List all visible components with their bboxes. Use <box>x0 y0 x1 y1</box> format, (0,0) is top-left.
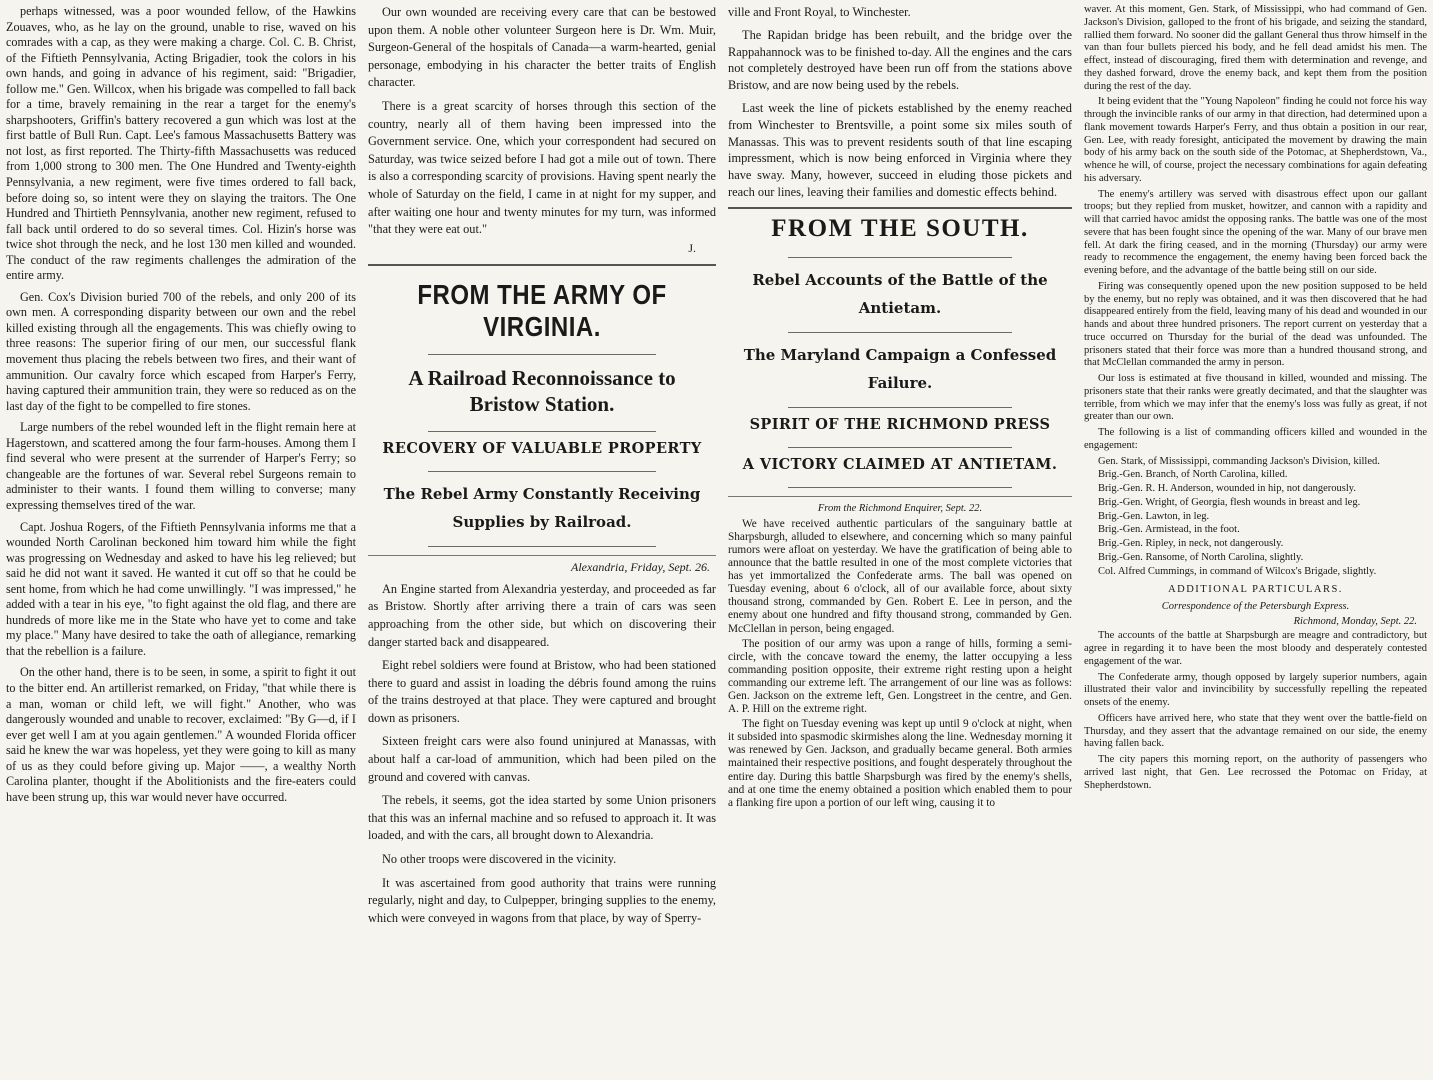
paragraph: The Rapidan bridge has been rebuilt, and the bridge over the Rappahannock was to be finished to-day. All the engines and the cars not completely destroyed have been run off from the stations above Bristow, and are now being used by the rebels. <box>728 27 1072 93</box>
divider <box>788 487 1012 488</box>
paragraph: It being evident that the "Young Napoleon" finding he could not force his way through the invincible ranks of our army in that direction, had determined upon a flank movement towards Harper's Ferry, and thus obtain a position in our rear, Gen. Lee, with ready foresight, anticipated the movement by drawing the main body of his army back on the south side of the Potomac, at Shepherdstown, Va., whence he will, of course, project the necessary combinations for again defeating his adversary. <box>1084 96 1427 184</box>
officer-list <box>1084 456 1427 579</box>
deck-headline: Rebel Accounts of the Battle of the Antietam. <box>752 270 1048 317</box>
headline: FROM THE SOUTH. <box>771 214 1029 242</box>
paragraph: The rebels, it seems, got the idea started by some Union prisoners that this was an infernal machine and so refused to approach it. It was loaded, and with the cars, all brought down to Alexandria. <box>368 793 716 843</box>
dateline: Richmond, Monday, Sept. 22. <box>1293 616 1417 628</box>
article-header <box>728 207 1072 497</box>
list-item: Gen. Stark, of Mississippi, commanding Jackson's Division, killed. <box>1098 455 1380 467</box>
divider <box>788 447 1012 448</box>
paragraph: The following is a list of commanding officers killed and wounded in the engagement: <box>1084 427 1427 451</box>
paragraph: Capt. Joshua Rogers, of the Fiftieth Pennsylvania informs me that a wounded North Carolinan beckoned him toward him while the fight was progressing on Wednesday and asked to have his leg relieved; but said he did not want it saved. He wanted it cut off so that he could be sent home, from which he had come unwillingly. "I was impressed," he added with a tear in his eye, "to fight against the old flag, and there are hundreds of more like me in the State who have yet to come and take my place." Many have desired to take the oath of allegiance, remarking that the rebellion is a failure. <box>6 519 356 658</box>
divider <box>788 257 1012 258</box>
divider <box>788 407 1012 408</box>
list-item: Brig.-Gen. Ransome, of North Carolina, slightly. <box>1098 551 1304 563</box>
paragraph: Sixteen freight cars were also found uninjured at Manassas, with about half a car-load of ammunition, which had been piled on the ground and covered with canvas. <box>368 734 716 784</box>
paragraph: We have received authentic particulars of the sanguinary battle at Sharpsburgh, alluded to elsewhere, and concerning which so many painful rumors were afloat on yesterday. We have the gratification of being able to announce that the battle resulted in one of the most complete victories that has yet immortalized the Confederate arms. The ball was opened on Tuesday evening, about 6 o'clock, all of our available force, about sixty thousand strong, commanded by Gen. Robert E. Lee in person, and the enemy about one hundred and fifty thousand strong, commanded by Gen. McClellan in person, being engaged. <box>728 517 1072 635</box>
divider <box>428 471 656 472</box>
paragraph: The position of our army was upon a range of hills, forming a semi-circle, with the concave toward the enemy, the latter occupying a less commanding position opposite, their extreme right resting upon a height commanding our extreme left. The arrangement of our line was as follows: Gen. Jackson on the extreme left, Gen. Longstreet in the centre, and Gen. A. P. Hill on the extreme right. <box>728 637 1072 716</box>
list-item: Brig.-Gen. R. H. Anderson, wounded in hip, not dangerously. <box>1098 483 1356 494</box>
source-line: From the Richmond Enquirer, Sept. 22. <box>817 502 983 514</box>
deck-headline: A Railroad Reconnoissance to Bristow Station. <box>408 365 676 416</box>
divider <box>428 431 656 432</box>
paragraph: It was ascertained from good authority that trains were running regularly, night and day, to Culpepper, bringing supplies to the enemy, which were conveyed in wagons from that place, by way of Sperry- <box>368 875 716 925</box>
column-3 <box>722 0 1078 1080</box>
paragraph: Eight rebel soldiers were found at Bristow, who had been stationed there to guard and assist in loading the débris found among the ruins of the trains destroyed at that place. They were captured and brought down as prisoners. <box>368 658 716 725</box>
paragraph: The city papers this morning report, on the authority of passengers who arrived last night, that Gen. Lee recrossed the Potomac on Friday, at Shepherdstown. <box>1084 754 1427 791</box>
paragraph: The accounts of the battle at Sharpsburgh are meagre and contradictory, but agree in regarding it to have been the most bloody and desperately contested engagement of the war. <box>1084 630 1427 667</box>
list-item: Brig.-Gen. Ripley, in neck, not dangerously. <box>1098 538 1284 549</box>
paragraph: Officers have arrived here, who state that they went over the battle-field on Thursday, and they assert that the advantage remained on our side, the enemy having fallen back. <box>1084 712 1427 750</box>
paragraph: Large numbers of the rebel wounded left in the flight remain here at Hagerstown, and scattered among the four farm-houses. Among them I find several who were present at the surrender of Harper's Ferry; so changeable are the fortunes of war. Several rebel Surgeons remain to administer to their wants. I found them willing to converse; many expressing themselves tired of the war. <box>6 420 356 512</box>
list-item: Brig.-Gen. Branch, of North Carolina, killed. <box>1098 469 1288 481</box>
paragraph: Firing was consequently opened upon the new position supposed to be held by the enemy, but no reply was obtained, and it was then discovered that he had disappeared entirely from the field, leaving many of his dead and wounded in our hands and about three hundred prisoners. The report current on yesterday that a truce occurred on Thursday for the burial of the dead was unfounded. The prisoners stated that their force was more than a hundred thousand strong, and that McClellan commanded the army in person. <box>1084 280 1427 369</box>
column-2 <box>362 0 722 1080</box>
headline: FROM THE ARMY OF VIRGINIA. <box>417 279 667 343</box>
paragraph: ville and Front Royal, to Winchester. <box>728 5 911 19</box>
paragraph: An Engine started from Alexandria yesterday, and proceeded as far as Bristow. Shortly after arriving there a train of cars was seen approaching from the other side, but which on discovering their danger started back and disappeared. <box>368 581 716 649</box>
subheading: ADDITIONAL PARTICULARS. <box>1168 584 1343 596</box>
list-item: Brig.-Gen. Lawton, in leg. <box>1098 510 1210 522</box>
paragraph: Last week the line of pickets established by the enemy reached from Winchester to Brentsville, a point some six miles south of Manassas. This was to prevent residents south of that line escaping impressment, which is now being enforced in Virginia where they have sway. Many, however, succeed in eluding those pickets and reach our lines, leaving their families and domestic effects behind. <box>728 100 1072 199</box>
divider <box>428 546 656 547</box>
paragraph: The Confederate army, though opposed by largely superior numbers, again illustrated their valor and invincibility by successfully repelling the repeated onsets of the enemy. <box>1084 671 1427 708</box>
paragraph: There is a great scarcity of horses through this section of the country, nearly all of them having been impressed into the Government service. One, which your correspondent had secured on Saturday, was twice seized before I had got a mile out of town. There is also a corresponding scarcity of provisions. Having spent nearly the whole of Saturday on the field, I came in at night for my supper, and after waiting one hour and twenty minutes for my turn, was informed "that they were eat out." <box>368 98 716 237</box>
signature: J. <box>688 240 696 255</box>
list-item: Brig.-Gen. Armistead, in the foot. <box>1098 524 1240 536</box>
paragraph: On the other hand, there is to be seen, in some, a spirit to fight it out to the bitter end. An artillerist remarked, on Friday, "that while there is a man, woman or child left, we will fight." Another, who was dangerously wounded and unable to recover, exclaimed: "By G—d, if I ever get well I am at you again gentlemen." A wounded Florida officer said he knew the war was hopeless, yet they were going to kill as many of us as they could before giving up. Major ——, a wealthy North Carolina planter, thought if the Abolitionists and the fire-eaters could have been strung up, this war would never have occurred. <box>6 665 356 804</box>
paragraph: perhaps witnessed, was a poor wounded fellow, of the Hawkins Zouaves, who, as he lay on the ground, unable to rise, waved on his comrades with a cap, as they were making a charge. Col. C. B. Christ, of the Fiftieth Pennsylvania, Acting Brigadier, took the colors in his own hands, and going in advance of his regiment, said: "Brigadier, follow me." Gen. Willcox, when his brigade was compelled to fall back for a time, bravely remaining in the rear a target for the enemy's sharpshooters, Griffin's battery recovered a gun which was lost at the first battle of Bull Run. Capt. Lee's famous Massachusetts Battery was not lost, as first reported. The Thirty-fifth Massachusetts was reduced from 1,000 strong to 300 men. The One Hundred and Twenty-eighth Pennsylvania, a new regiment, were five times ordered to fall back, before doing so, so intent were they on slaying the traitors. The One Hundred and Thirtieth Pennsylvania, another new regiment, refused to fall back until ordered to do so several times. Col. Hizin's horse was twice shot through the neck, and he lost 130 men killed and wounded. The conduct of the raw regiments challenges the admiration of the entire army. <box>6 4 356 283</box>
deck-headline: RECOVERY OF VALUABLE PROPERTY <box>382 439 702 457</box>
deck-headline: The Maryland Campaign a Confessed Failure. <box>743 345 1057 392</box>
article-header <box>368 264 716 556</box>
list-item: Brig.-Gen. Wright, of Georgia, flesh wounds in breast and leg. <box>1098 496 1361 508</box>
paragraph: The fight on Tuesday evening was kept up until 9 o'clock at night, when it subsided into spasmodic skirmishes along the line. Wednesday morning it was renewed by Gen. Jackson, and gradually became general. Both armies maintained their respective positions, and fought desperately throughout the entire day. During this battle Sharpsburgh was fired by the enemy's shells, and at one time the enemy obtained a position which enabled them to pour a flanking fire upon a portion of our left wing, causing it to <box>728 718 1072 809</box>
paragraph: The enemy's artillery was served with disastrous effect upon our gallant troops; but they replied from musket, howitzer, and cannon with a rapidity and will that carried havoc amidst the opposing ranks. The battle was one of the most severe that has been fought since the opening of the war. Many of our brave men fell. At dark the firing ceased, and in the morning (Thursday) our army were ready to recommence the engagement, the enemy having been forced back the evening before, and the advantage of the battle being still on our side. <box>1084 188 1427 276</box>
deck-headline: The Rebel Army Constantly Receiving Supplies by Railroad. <box>383 484 701 531</box>
paragraph: Our loss is estimated at five thousand in killed, wounded and missing. The prisoners state that their ranks were greatly decimated, and that the slaughter was terrible, from which we may infer that the enemy's loss was fully as great, if not greater than our own. <box>1084 373 1427 423</box>
list-item: Col. Alfred Cummings, in command of Wilcox's Brigade, slightly. <box>1098 565 1377 577</box>
column-4 <box>1078 0 1433 1080</box>
divider <box>788 332 1012 333</box>
column-1 <box>0 0 362 1080</box>
deck-headline: A VICTORY CLAIMED AT ANTIETAM. <box>742 455 1058 473</box>
dateline: Alexandria, Friday, Sept. 26. <box>571 559 710 574</box>
paragraph: waver. At this moment, Gen. Stark, of Mississippi, who had command of Gen. Jackson's Division, galloped to the front of his brigade, and seizing the standard, rallied them forward. No sooner did the gallant General thus throw himself in the van than four bullets pierced his body, and he fell dead amidst his men. The effect, instead of discouraging, fired them with determination and revenge, and they dashed forward, drove the enemy back, and kept them from the position during the rest of the day. <box>1084 4 1427 92</box>
paragraph: Our own wounded are receiving every care that can be bestowed upon them. A noble other volunteer Surgeon here is Dr. Wm. Muir, Surgeon-General of the hospitals of Canada—a warm-hearted, genial personage, embodying in his character the better traits of English character. <box>368 5 716 90</box>
paragraph: No other troops were discovered in the vicinity. <box>382 852 617 867</box>
divider <box>428 354 656 355</box>
paragraph: Gen. Cox's Division buried 700 of the rebels, and only 200 of its own men. A corresponding disparity between our own and the rebel killed existing through all the engagements. This was chiefly owing to three reasons: The superior firing of our men, our successful flank movement thus placing the rebels between two fires, and their want of ammunition. Our cavalry force which escaped from Harper's Ferry, having captured their ammunition train, they were so reduced as on the last day of the fight to be compelled to fire stones. <box>6 289 356 413</box>
correspondence-line: Correspondence of the Petersburgh Express. <box>1161 601 1350 613</box>
deck-headline: SPIRIT OF THE RICHMOND PRESS <box>749 415 1051 433</box>
